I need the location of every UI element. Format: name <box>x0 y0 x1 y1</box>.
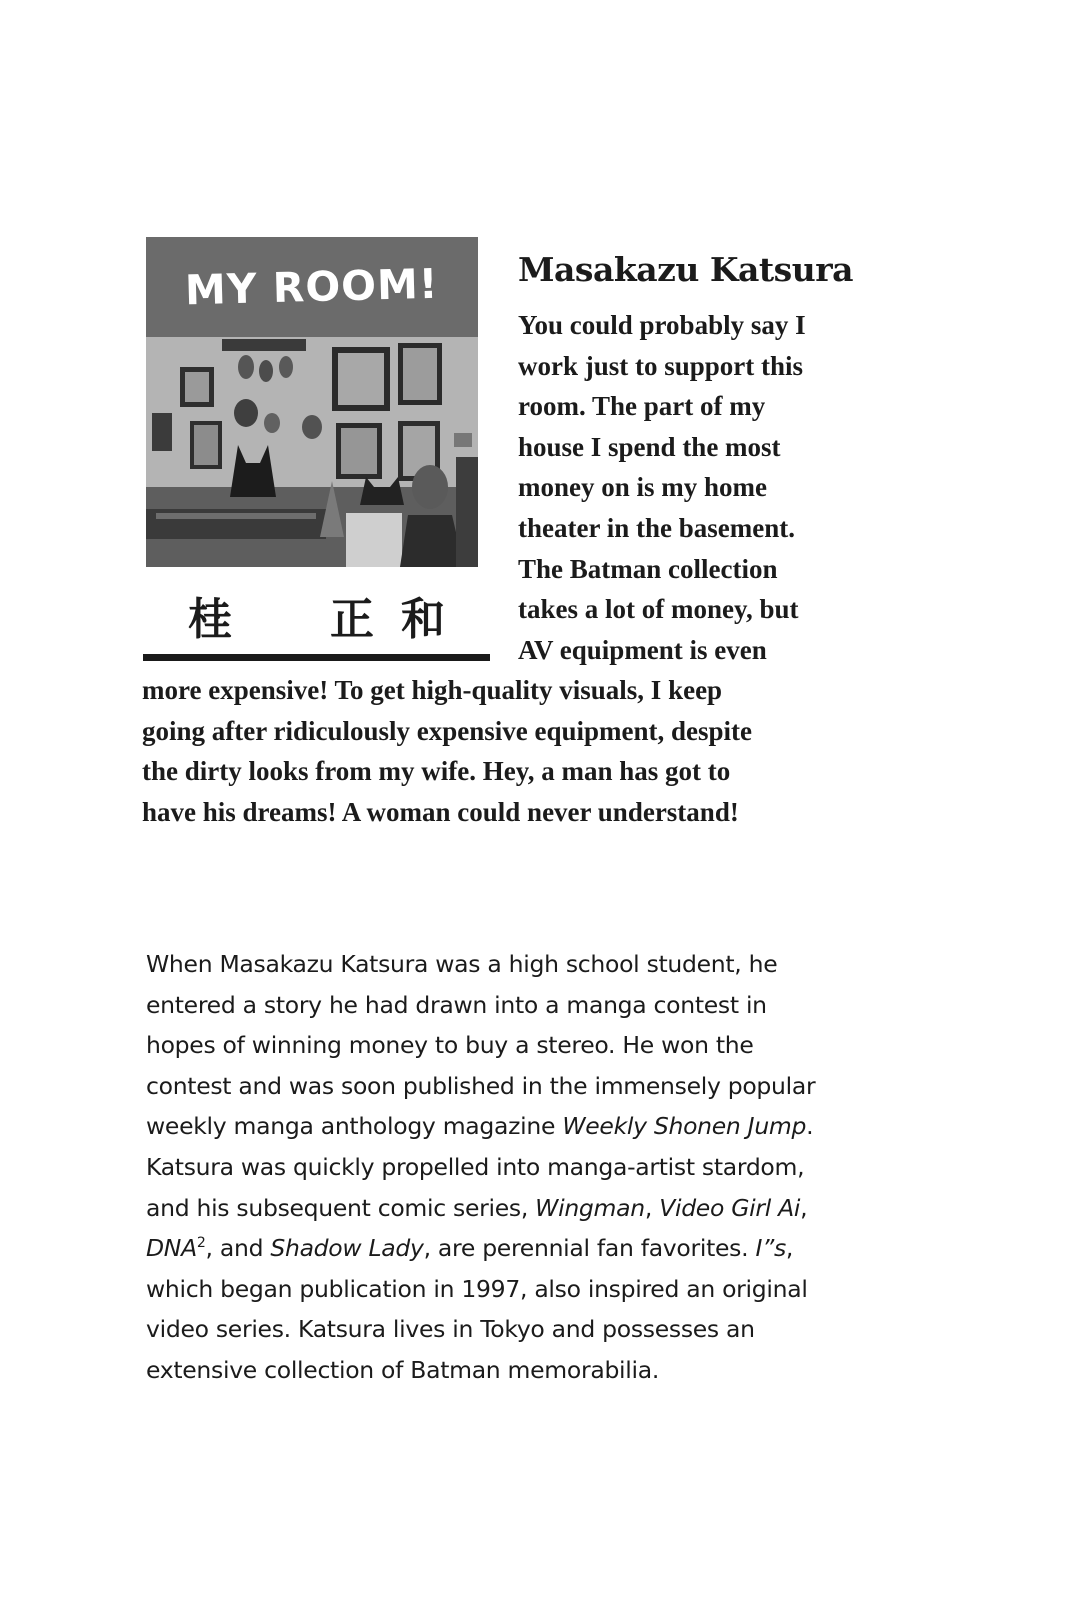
bio-line <box>146 1106 815 1147</box>
essay-right-column <box>518 305 806 670</box>
photo-banner <box>146 237 478 337</box>
bio-text: , <box>785 1234 794 1263</box>
title-wingman: Wingman <box>535 1193 645 1222</box>
bio-text: weekly manga anthology magazine <box>146 1112 563 1141</box>
essay-line: AV equipment is even <box>518 634 767 665</box>
essay-line: the dirty looks from my wife. Hey, a man has got to <box>142 756 731 787</box>
title-dna: DNA <box>146 1234 197 1263</box>
bio-line: When Masakazu Katsura was a high school student, he <box>146 950 778 978</box>
essay-line: room. The part of my <box>518 391 766 422</box>
bio-text: . <box>806 1112 814 1141</box>
title-weekly-shonen-jump: Weekly Shonen Jump <box>562 1112 807 1141</box>
author-heading: Masakazu Katsura <box>518 250 853 289</box>
essay-line: You could probably say I <box>518 310 806 340</box>
author-photo <box>146 237 478 567</box>
bio-text: , <box>644 1193 660 1222</box>
author-bio <box>146 944 815 1391</box>
bio-text: , are perennial fan favorites. <box>423 1234 756 1263</box>
title-shadow-lady: Shadow Lady <box>270 1234 424 1263</box>
essay-line: work just to support this <box>518 350 804 381</box>
title-video-girl-ai: Video Girl Ai <box>659 1193 801 1222</box>
bio-text: , and <box>205 1234 271 1263</box>
name-underline-rule <box>143 654 490 661</box>
essay-line: have his dreams! A woman could never understand! <box>142 796 739 827</box>
bio-line <box>146 1188 815 1229</box>
essay-line: takes a lot of money, but <box>518 594 799 625</box>
essay-line: going after ridiculously expensive equipment, despite <box>142 715 753 746</box>
title-is: I”s <box>755 1234 786 1263</box>
essay-line: more expensive! To get high-quality visuals, I keep <box>142 675 723 705</box>
bio-text: and his subsequent comic series, <box>146 1193 536 1222</box>
bio-line: entered a story he had drawn into a manga contest in <box>146 990 767 1019</box>
bio-line: video series. Katsura lives in Tokyo and possesses an <box>146 1315 755 1344</box>
japanese-name-char-3: 和 <box>401 594 445 645</box>
japanese-name-char-2: 正 <box>330 594 374 645</box>
essay-line: theater in the basement. <box>518 512 795 543</box>
bio-line: Katsura was quickly propelled into manga-artist stardom, <box>146 1152 805 1181</box>
bio-text: , <box>800 1193 808 1222</box>
bio-line <box>146 1228 815 1269</box>
bio-line: contest and was soon published in the immensely popular <box>146 1071 816 1100</box>
room-photo-illustration <box>146 337 478 567</box>
essay-line: house I spend the most <box>518 431 781 462</box>
bio-line: hopes of winning money to buy a stereo. He won the <box>146 1031 754 1060</box>
bio-line: which began publication in 1997, also inspired an original <box>146 1274 808 1303</box>
photo-banner-text: MY ROOM! <box>184 259 440 315</box>
title-dna-superscript: 2 <box>196 1235 206 1252</box>
essay-line: The Batman collection <box>518 553 778 584</box>
essay-line: money on is my home <box>518 472 767 503</box>
bio-line: extensive collection of Batman memorabilia. <box>146 1355 660 1384</box>
essay-full-width <box>142 670 752 832</box>
japanese-name-char-1: 桂 <box>188 594 232 645</box>
